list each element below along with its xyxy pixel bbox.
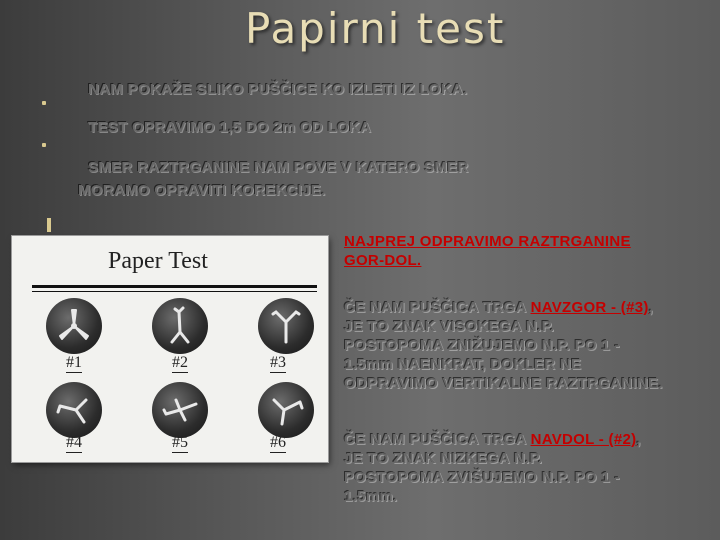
bullet-2: TEST OPRAVIMO 1,5 DO 2m OD LOKA [88,119,372,136]
p1-prefix: ČE NAM PUŠČICA TRGA [344,299,531,316]
tear-pattern-6 [258,382,314,438]
p2-line: POSTOPOMA ZVIŠUJEMO N.P. PO 1 - [344,469,620,486]
tear-shape-icon [152,382,208,438]
tear-pattern-2 [152,298,208,354]
paper-test-image [12,236,328,462]
tear-shape-icon [46,382,102,438]
p1-line: JE TO ZNAK VISOKEGA N.P. [344,318,555,335]
paper-test-title: Paper Test [108,248,208,274]
tear-shape-icon [258,298,314,354]
p2-line: 1.5mm. [344,488,398,505]
label-2: #2 [172,354,188,371]
bullet-3-line-1: SMER RAZTRGANINE NAM POVE V KATERO SMER [88,159,469,176]
paragraph-upward-tear [344,298,716,393]
p1-suffix: , [648,299,654,316]
label-1: #1 [66,354,82,371]
bullet-marker [42,143,46,147]
p1-line: POSTOPOMA ZNIŽUJEMO N.P. PO 1 - [344,337,620,354]
intro-line-2: GOR-DOL. [344,252,422,269]
link-upward-tear[interactable]: NAVZGOR - (#3) [530,299,649,316]
slide-title: Papirni test [245,4,506,53]
label-3: #3 [270,354,286,371]
bullet-marker [47,218,51,232]
bullet-marker [42,101,46,105]
paragraph-downward-tear [344,430,716,506]
p2-suffix: , [636,431,641,448]
p2-prefix: ČE NAM PUŠČICA TRGA [344,431,531,448]
label-6: #6 [270,434,286,451]
divider [32,291,317,292]
intro-paragraph [344,232,714,270]
bullet-3-line-2: MORAMO OPRAVITI KOREKCIJE. [78,182,326,199]
tear-pattern-5 [152,382,208,438]
p1-line: 1.5mm NAENKRAT, DOKLER NE [344,356,582,373]
tear-shape-icon [46,298,102,354]
divider [32,285,317,288]
intro-line-1: NAJPREJ ODPRAVIMO RAZTRGANINE [344,233,631,250]
link-downward-tear[interactable]: NAVDOL - (#2) [530,431,637,448]
bullet-1: NAM POKAŽE SLIKO PUŠČICE KO IZLETI IZ LOKA. [88,81,468,98]
tear-pattern-4 [46,382,102,438]
tear-shape-icon [152,298,208,354]
p2-line: JE TO ZNAK NIZKEGA N.P. [344,450,543,467]
label-5: #5 [172,434,188,451]
tear-pattern-1 [46,298,102,354]
tear-shape-icon [258,382,314,438]
tear-pattern-3 [258,298,314,354]
p1-line: ODPRAVIMO VERTIKALNE RAZTRGANINE. [344,375,663,392]
label-4: #4 [66,434,82,451]
